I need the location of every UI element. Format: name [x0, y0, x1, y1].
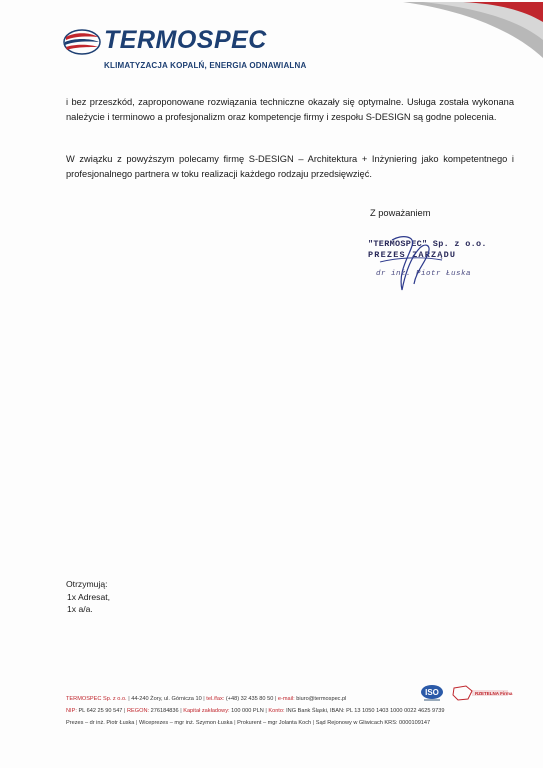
footer-account: ING Bank Śląski, IBAN: PL 13 1050 1403 1000 0022 4625 9739 [286, 708, 445, 714]
brand-name: TERMOSPEC [104, 26, 267, 54]
footer-company: TERMOSPEC Sp. z o.o. [66, 696, 127, 702]
footer-address: 44-240 Żory, ul. Górnicza 10 [131, 696, 202, 702]
footer-regon-label: REGON: [127, 708, 150, 714]
footer-nip-label: NIP: [66, 708, 77, 714]
footer-capital-label: Kapitał zakładowy: [183, 708, 230, 714]
footer-line-3: Prezes – dr inż. Piotr Łuska | Wiceprezes – mgr inż. Szymon Łuska | Prokurent – mgr Jolanta Koch | Sąd Rejonowy w Gliwicach KRS: 0000109147 [66, 720, 431, 726]
footer-email-link[interactable]: biuro@termospec.pl [296, 696, 347, 702]
footer-tel-label: tel./fax: [206, 696, 225, 702]
recipients-heading: Otrzymują: [66, 579, 108, 589]
footer-regon: 276184836 [150, 708, 179, 714]
stamp-title: PREZES ZARZĄDU [368, 250, 457, 260]
corner-swoosh-icon [393, 0, 543, 60]
iso-label: ISO [425, 688, 439, 697]
recipient-item: 1x a/a. [67, 604, 93, 614]
recipient-item: 1x Adresat, [67, 591, 110, 602]
termospec-logo-icon [62, 28, 102, 56]
footer-proxy: Prokurent – mgr Jolanta Koch [237, 720, 312, 726]
footer-nip: PL 642 25 90 547 [78, 708, 123, 714]
footer-court: Sąd Rejonowy w Gliwicach KRS: 0000109147 [315, 720, 431, 726]
footer-president: Prezes – dr inż. Piotr Łuska [66, 720, 135, 726]
footer-line-2: NIP: PL 642 25 90 547 | REGON: 276184836 | Kapitał zakładowy: 100 000 PLN | Konto: ING Bank Śląski, IBAN: PL 13 1050 1403 1000 0022 4625 9739 [66, 708, 445, 714]
stamp-person: dr inż. Piotr Łuska [376, 270, 472, 278]
handwritten-signature-icon [372, 232, 452, 296]
stamp-company: "TERMOSPEC" Sp. z o.o. [368, 239, 487, 249]
badge-label: RZETELNA Firma [475, 691, 513, 696]
footer-capital: 100 000 PLN [231, 708, 264, 714]
footer-email-label: e-mail: [277, 696, 295, 702]
footer-vice-president: Wiceprezes – mgr inż. Szymon Łuska [138, 720, 233, 726]
letter-paragraph-1: i bez przeszkód, zaproponowane rozwiązania techniczne okazały się optymalne. Usługa została wykonana należycie i terminowo a profesjonalizm oraz kompetencje firmy i zespołu S-DESIGN są godne polecenia. [66, 97, 514, 122]
footer [66, 692, 526, 731]
letter-closing: Z poważaniem [370, 208, 431, 218]
recipients-list [66, 578, 110, 616]
footer-account-label: Konto: [268, 708, 285, 714]
footer-tel: (+48) 32 435 80 50 [225, 696, 274, 702]
footer-line-1: TERMOSPEC Sp. z o.o. | 44-240 Żory, ul. Górnicza 10 | tel./fax: (+48) 32 435 80 50 | e-mail: biuro@termospec.pl [66, 696, 347, 702]
letter-paragraph-2: W związku z powyższym polecamy firmę S-DESIGN – Architektura + Inżyniering jako kompetentnego i profesjonalnego partnera w toku realizacji każdego rodzaju przedsięwzięć. [66, 154, 514, 179]
brand-tagline: KLIMATYZACJA KOPALŃ, ENERGIA ODNAWIALNA [104, 61, 307, 70]
